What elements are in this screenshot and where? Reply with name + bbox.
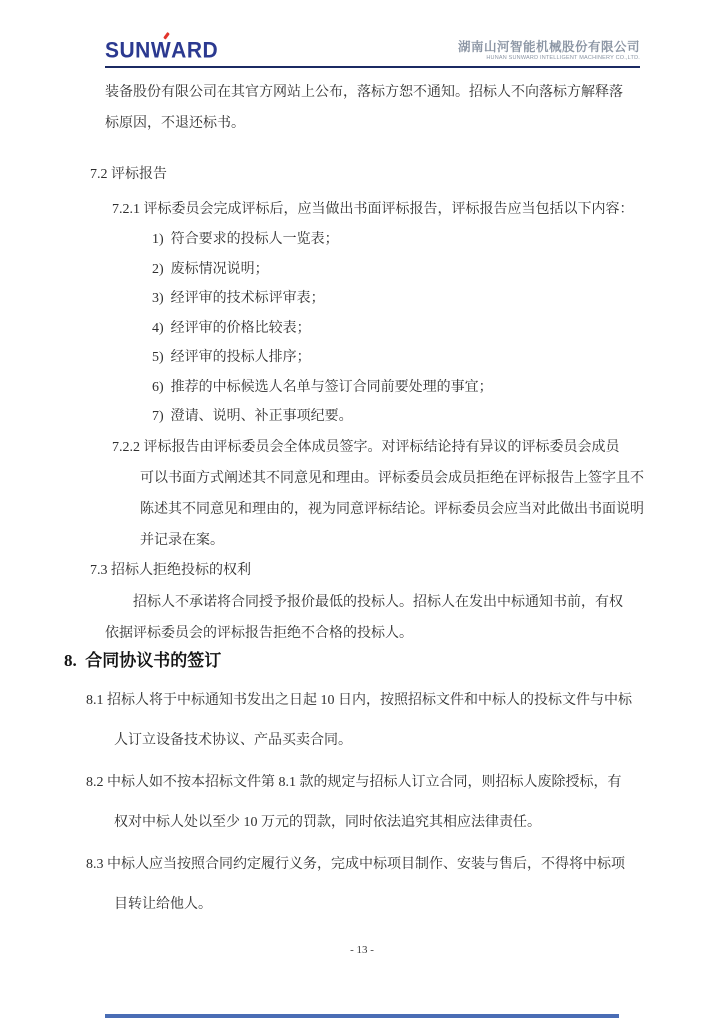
text-line: 依据评标委员会的评标报告拒绝不合格的投标人。 (105, 625, 413, 641)
text-line: 5) 经评审的投标人排序； (152, 350, 311, 365)
logo-text-suffix: ARD (171, 38, 219, 63)
report-contents-list (152, 225, 660, 432)
text-line: 7) 澄请、说明、补正事项纪要。 (152, 409, 353, 424)
text-line: 人订立设备技术协议、产品买卖合同。 (114, 732, 352, 748)
page-number: - 13 - (350, 944, 374, 956)
letterhead (105, 0, 640, 61)
company-name-block (458, 40, 640, 61)
text-line: 8.1 招标人将于中标通知书发出之日起 10 日内，按照招标文件和中标人的投标文件与中标 (86, 692, 632, 708)
text-line: 陈述其不同意见和理由的，视为同意评标结论。评标委员会应当对此做出书面说明 (140, 501, 644, 517)
document-body (64, 68, 660, 925)
logo-text-prefix: SUN (105, 38, 151, 63)
clause-7-2-1 (112, 194, 660, 225)
text-line: 4) 经评审的价格比较表； (152, 320, 311, 336)
text-line: 2) 废标情况说明； (152, 261, 269, 277)
company-name-chinese: 湖南山河智能机械股份有限公司 (457, 40, 640, 55)
company-name-english: HUNAN SUNWARD INTELLIGENT MACHINERY CO.,LTD. (486, 54, 640, 61)
clause-7-2-2 (112, 432, 660, 556)
text-line: 装备股份有限公司在其官方网站上公布，落标方恕不通知。招标人不向落标方解释落 (105, 85, 623, 100)
clause-8-2 (86, 763, 660, 843)
paragraph-intro (105, 77, 660, 139)
text-line: 7.2.2 评标报告由评标委员会全体成员签字。对评标结论持有异议的评标委员会成员 (112, 439, 620, 455)
text-line: 6) 推荐的中标候选人名单与签订合同前要处理的事宜； (152, 379, 493, 395)
heading-7-2: 7.2 评标报告 (90, 167, 167, 182)
clause-8-3 (86, 845, 660, 925)
clause-7-3-body (105, 587, 660, 649)
text-line: 目转让给他人。 (114, 896, 212, 912)
text-line: 标原因，不退还标书。 (105, 116, 245, 131)
logo-w-accent-icon: W (150, 38, 172, 63)
text-line: 8.3 中标人应当按照合同约定履行义务，完成中标项目制作、安装与售后，不得将中标项 (86, 856, 625, 872)
heading-7-3: 7.3 招标人拒绝投标的权利 (90, 562, 251, 578)
text-line: 1) 符合要求的投标人一览表； (152, 232, 339, 247)
text-line: 权对中标人处以至少 10 万元的罚款，同时依法追究其相应法律责任。 (114, 814, 541, 830)
sunward-logo (105, 39, 218, 61)
text-line: 3) 经评审的技术标评审表； (152, 291, 325, 306)
clause-8-1 (86, 681, 660, 761)
text-line: 7.2.1 评标委员会完成评标后，应当做出书面评标报告，评标报告应当包括以下内容： (112, 202, 634, 217)
text-line: 可以书面方式阐述其不同意见和理由。评标委员会成员拒绝在评标报告上签字且不 (140, 470, 644, 486)
text-line: 8.2 中标人如不按本招标文件第 8.1 款的规定与招标人订立合同，则招标人废除授标，有 (86, 774, 622, 790)
text-line: 招标人不承诺将合同授予报价最低的投标人。招标人在发出中标通知书前，有权 (133, 594, 623, 610)
heading-8: 8. 合同协议书的签订 (64, 650, 222, 670)
footer-rule (105, 1014, 619, 1018)
text-line: 并记录在案。 (140, 532, 224, 548)
